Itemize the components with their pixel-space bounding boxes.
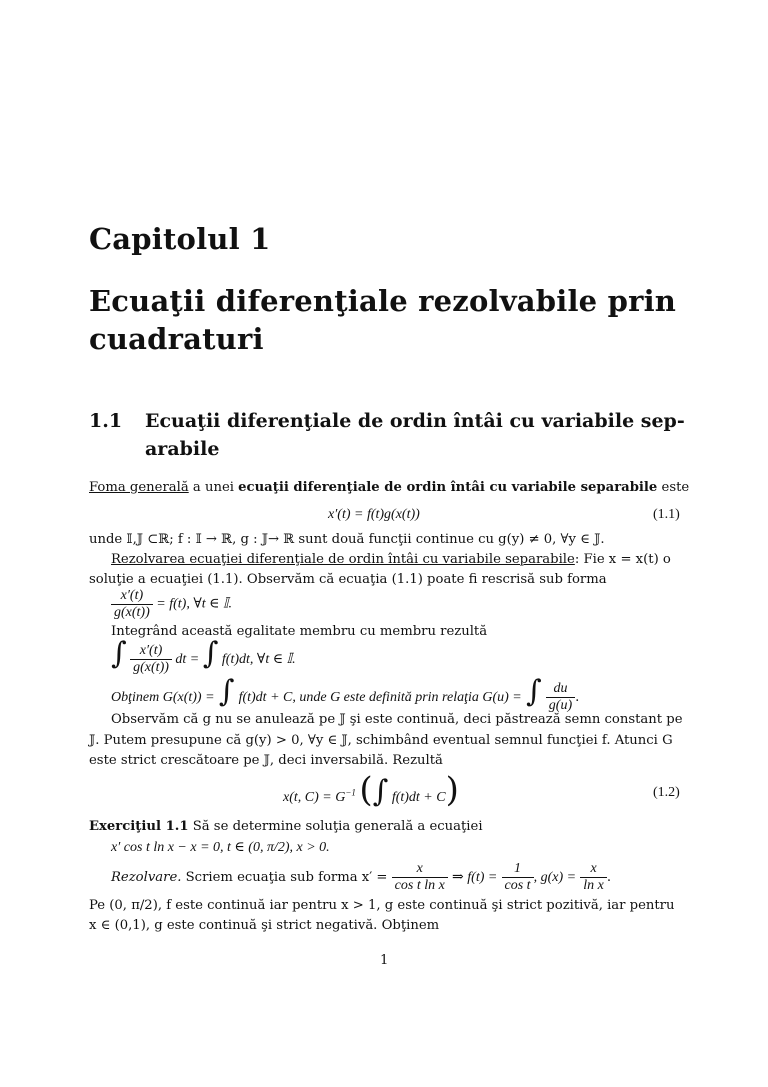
paragraph-conditions: unde 𝕀,𝕁 ⊂ℝ; f : 𝕀 → ℝ, g : 𝕁→ ℝ sunt două funcţii continue cu g(y) ≠ 0, ∀y ∈ 𝕁.	[89, 532, 605, 547]
fraction-numerator: du	[546, 681, 575, 698]
chapter-title-line-1: Ecuaţii diferenţiale rezolvabile prin	[89, 284, 677, 318]
fraction-denominator: g(x(t))	[114, 605, 150, 620]
equation-inner: f(t)dt + C	[391, 790, 446, 805]
section-title-line-1: Ecuaţii diferenţiale de ordin întâi cu variabile sep-	[145, 410, 685, 432]
underlined-term: Foma generală	[89, 480, 189, 495]
fraction-denominator: g(x(t))	[133, 660, 169, 676]
text-span: este	[657, 480, 690, 495]
paragraph-line-3: este strict crescătoare pe 𝕁, deci inversabilă. Rezultă	[89, 753, 443, 768]
equation-1-2	[283, 770, 459, 810]
section-number: 1.1	[89, 410, 123, 432]
text-span: , g(x) =	[533, 870, 577, 885]
chapter-heading: Capitolul 1	[89, 222, 271, 256]
equation-rhs: f(t)dt, ∀t ∈ 𝕀.	[221, 652, 296, 667]
underlined-method: Rezolvarea ecuaţiei diferenţiale de ordin întâi cu variabile separabile	[111, 552, 575, 567]
paragraph-line-2: 𝕁. Putem presupune că g(y) > 0, ∀y ∈ 𝕁, schimbând eventual semnul funcţiei f. Atunci G	[89, 733, 673, 748]
chapter-title-line-2: cuadraturi	[89, 322, 264, 356]
solution-line-1	[111, 861, 611, 894]
solution-label: Rezolvare.	[111, 870, 182, 885]
page-number: 1	[380, 953, 389, 968]
paragraph-definition	[89, 480, 689, 495]
paragraph-obtain-G	[111, 674, 579, 714]
solution-line-3: x ∈ (0,1), g este continuă şi strict negativă. Obţinem	[89, 918, 440, 933]
bold-term: ecuaţii diferenţiale de ordin întâi cu variabile separabile	[238, 480, 658, 495]
exercise-statement	[89, 819, 483, 834]
equation-number-1-2: (1.2)	[653, 785, 680, 800]
paragraph-integrate: Integrând această egalitate membru cu membru rezultă	[111, 624, 488, 639]
text-span: f(t)dt + C, unde G este definită prin relaţia G(u) =	[238, 690, 522, 705]
paragraph-method-heading	[111, 552, 671, 567]
exercise-equation: x′ cos t ln x − x = 0, t ∈ (0, π/2), x > 0.	[111, 840, 330, 855]
text-span: : Fie x = x(t) o	[574, 552, 671, 567]
fraction-numerator: x	[580, 861, 607, 878]
text-span: .	[575, 690, 580, 705]
exercise-label: Exerciţiul 1.1	[89, 819, 189, 834]
fraction-numerator: x′(t)	[111, 588, 153, 605]
paragraph-rewrite: soluţie a ecuaţiei (1.1). Observăm că ecuaţia (1.1) poate fi rescrisă sub forma	[89, 572, 607, 587]
text-span: Să se determine soluţia generală a ecuaţiei	[188, 819, 483, 834]
fraction-numerator: 1	[502, 861, 534, 878]
equation-1-1: x′(t) = f(t)g(x(t))	[328, 507, 420, 522]
fraction-numerator: x′(t)	[130, 643, 172, 660]
fraction-denominator: cos t	[504, 878, 531, 893]
equation-middle: dt =	[175, 652, 200, 667]
integral-sign: ∫	[525, 674, 542, 709]
equation-integrated	[111, 636, 296, 676]
fraction-denominator: ln x	[583, 878, 604, 893]
paragraph-line-1: Observăm că g nu se anulează pe 𝕁 şi este continuă, deci păstrează semn constant pe	[111, 712, 683, 727]
close-paren: )	[445, 770, 459, 810]
fraction-denominator: cos t ln x	[394, 878, 445, 893]
text-span: Scriem ecuaţia sub forma x′ =	[181, 870, 388, 885]
equation-lhs: x(t, C) = G	[283, 790, 346, 805]
equation-number-1-1: (1.1)	[653, 507, 680, 522]
text-span: Obţinem G(x(t)) =	[111, 690, 215, 705]
superscript: −1	[345, 787, 356, 798]
text-span: a unei	[188, 480, 239, 495]
equation-rhs: = f(t), ∀t ∈ 𝕀.	[156, 596, 233, 612]
text-span: ⇒ f(t) =	[452, 870, 498, 885]
integral-sign: ∫	[202, 636, 219, 671]
solution-line-2: Pe (0, π/2), f este continuă iar pentru x > 1, g este continuă şi strict pozitivă, iar pentru	[89, 898, 675, 913]
equation-separated	[111, 588, 232, 621]
fraction-denominator: g(u)	[548, 698, 573, 713]
integral-sign: ∫	[372, 774, 389, 809]
integral-sign: ∫	[111, 636, 127, 671]
text-span: .	[606, 870, 612, 885]
integral-sign: ∫	[218, 674, 235, 709]
open-paren: (	[359, 770, 373, 810]
section-title-line-2: arabile	[145, 438, 220, 460]
fraction-numerator: x	[392, 861, 448, 878]
